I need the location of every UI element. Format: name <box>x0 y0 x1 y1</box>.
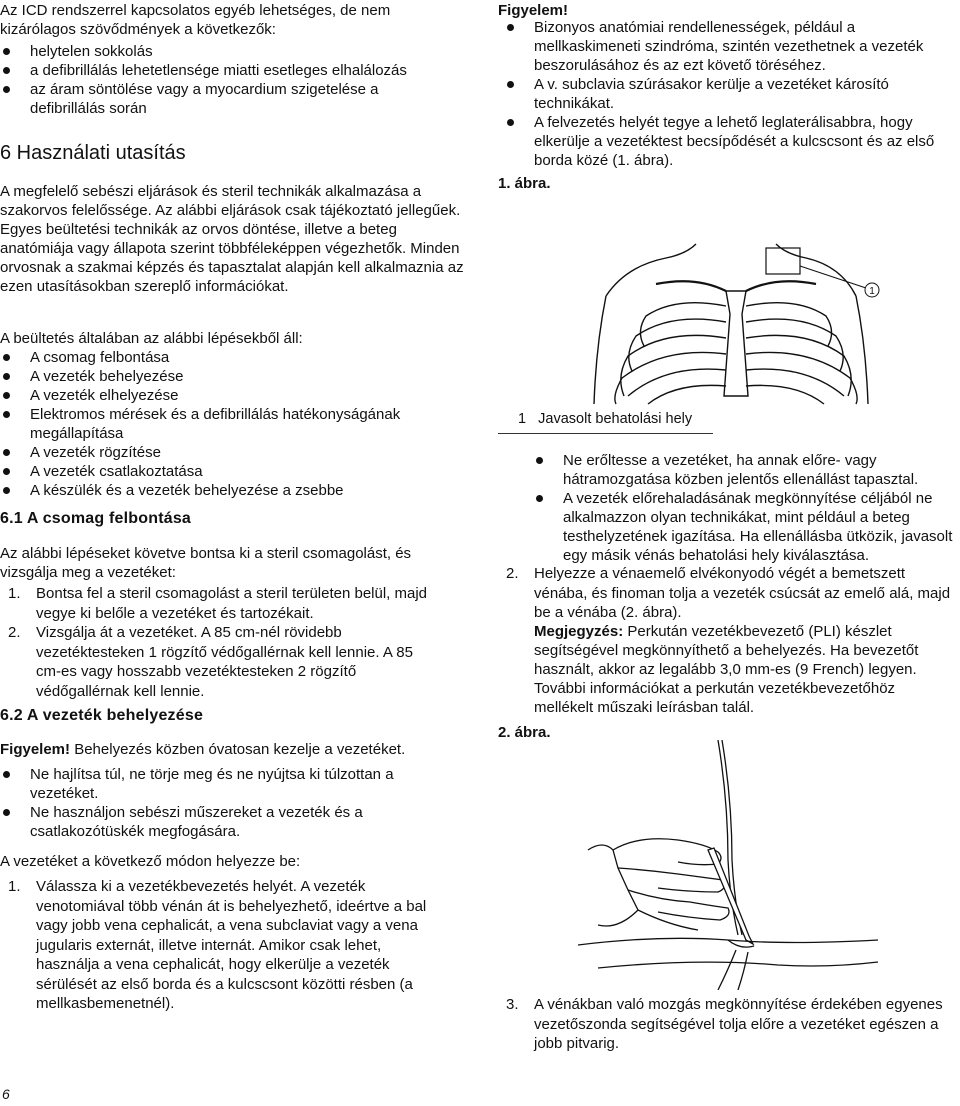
caution-label: Figyelem! <box>0 741 71 758</box>
section-6-2-title: 6.2 A vezeték behelyezése <box>0 707 204 724</box>
list-item: 1. Válassza ki a vezetékbevezetés helyét. A vezeték venotomiával több vénán át is behelyezhető, ideértve a bal vagy jobb vena cephalicát, a vena subclaviat vagy a vena jugularis externát, illetve internát. Amikor csak lehet, használja a vena cephalicát, hogy elkerülje a vezeték sérülését az első borda és a kulcscsont közötti résben (a mellkasbemenetnél). <box>8 878 427 1012</box>
list-item: A v. subclavia szúrásakor kerülje a vezetéket károsító technikákat. <box>504 75 958 113</box>
insert-steps <box>0 877 428 1014</box>
list-item: A vezeték rögzítése <box>0 443 430 462</box>
list-item: a defibrillálás lehetetlensége miatti esetleges elhalálozás <box>0 61 440 80</box>
list-item: Bizonyos anatómiai rendellenességek, például a mellkaskimeneti szindróma, szintén vezethetnek a vezeték beszorulásához és az ezt követő töréséhez. <box>504 18 958 75</box>
caption-divider <box>498 433 713 434</box>
implant-steps-list <box>0 348 430 500</box>
figure-1-label: 1. ábra. <box>498 175 551 192</box>
list-item: Ne erőltesse a vezetéket, ha annak előre- vagy hátramozgatása közben jelentős ellenállást tapasztal. <box>533 451 960 489</box>
note: Megjegyzés: Perkután vezetékbevezető (PLI) készlet segítségével megkönnyíthető a behelyezés. Ha bevezetőt használt, akkor az legalább 3,0 mm-es (9 French) legyen. További információkat a perkután vezetékbevezetőhöz mellékelt műszaki leírásban talál. <box>534 623 919 716</box>
advance-bullets <box>533 451 960 565</box>
figure-1-caption: 1 Javasolt behatolási hely <box>518 411 693 427</box>
list-item: A vezeték csatlakoztatása <box>0 462 430 481</box>
list-item: 3. A vénákban való mozgás megkönnyítése érdekében egyenes vezetőszonda segítségével tolja előre a vezetéket egészen a jobb pitvarig. <box>506 996 943 1052</box>
list-item: A vezeték elhelyezése <box>0 386 430 405</box>
caution-line: Figyelem! Behelyezés közben óvatosan kezelje a vezetéket. <box>0 741 406 758</box>
list-item: A vezeték előrehaladásának megkönnyítése céljából ne alkalmazzon olyan technikákat, mint például a beteg testhelyzetének igazítása. Ha ellenállásba ütközik, javasolt egy másik vénás behatolási hely kiválasztása. <box>533 489 960 565</box>
list-item: A vezeték behelyezése <box>0 367 430 386</box>
insert-intro: A vezetéket a következő módon helyezze be: <box>0 853 301 870</box>
callout-number: 1 <box>869 286 875 297</box>
intro-text: Az ICD rendszerrel kapcsolatos egyéb lehetséges, de nem kizárólagos szövődmények a következők: <box>0 2 391 38</box>
list-item: Ne használjon sebészi műszereket a vezeték és a csatlakozótüskék megfogására. <box>0 803 420 841</box>
list-item: 2. Helyezze a vénaemelő elvékonyodó végét a bemetszett vénába, és finoman tolja a vezeték csúcsát az emelő alá, majd be a vénába (2. ábra). <box>506 565 951 621</box>
list-item: A készülék és a vezeték behelyezése a zsebbe <box>0 481 430 500</box>
section-6-title: 6 Használati utasítás <box>0 142 186 164</box>
list-item: 1. Bontsa fel a steril csomagolást a steril területen belül, majd vegye ki belőle a vezetéket és tartozékait. <box>8 585 428 622</box>
steps-intro: A beültetés általában az alábbi lépésekből áll: <box>0 330 303 347</box>
section-6-1-title: 6.1 A csomag felbontása <box>0 510 192 527</box>
vein-lifter-illustration <box>578 740 878 990</box>
insert-steps-continued <box>498 564 958 623</box>
unpack-steps <box>0 584 440 701</box>
page-number: 6 <box>2 1086 10 1102</box>
caution-label: Figyelem! <box>498 2 569 19</box>
list-item: A csomag felbontása <box>0 348 430 367</box>
insert-steps-3 <box>498 995 960 1054</box>
section-6-1-intro: Az alábbi lépéseket követve bontsa ki a steril csomagolást, és vizsgálja meg a vezetéket: <box>0 545 412 581</box>
caution-bullets <box>0 765 420 841</box>
list-item: az áram söntölése vagy a myocardium szigetelése a defibrillálás során <box>0 80 440 118</box>
list-item: Elektromos mérések és a defibrillálás hatékonyságának megállapítása <box>0 405 430 443</box>
list-item: helytelen sokkolás <box>0 42 440 61</box>
list-item: A felvezetés helyét tegye a lehető leglaterálisabbra, hogy elkerülje a vezetéktest becsípődését a kulcscsont és az első borda közé (1. ábra). <box>504 113 958 170</box>
note-label: Megjegyzés: <box>534 623 624 640</box>
complications-list <box>0 42 440 118</box>
caution-bullets <box>504 18 958 170</box>
section-6-paragraph: A megfelelő sebészi eljárások és steril technikák alkalmazása a szakorvos felelőssége. Az alábbi eljárások csak tájékoztató jellegűek. Egyes beültetési technikák az orvos döntése, illetve a beteg anatómiája vagy állapota szerint többféleképpen végezhetők. Minden orvosnak a szakmai képzés és tapasztalat alapján kell alkalmaznia az ezen utasításokban szereplő információkat. <box>0 183 464 295</box>
figure-2-label: 2. ábra. <box>498 724 551 741</box>
list-item: Ne hajlítsa túl, ne törje meg és ne nyújtsa ki túlzottan a vezetéket. <box>0 765 420 803</box>
ribcage-illustration <box>566 236 906 406</box>
list-item: 2. Vizsgálja át a vezetéket. A 85 cm-nél rövidebb vezetéktesteken 1 rögzítő védőgallérnak kell lennie. A 85 cm-es vagy hosszabb vezetéktesteken 2 rögzítő védőgallérnak kell lennie. <box>8 624 413 700</box>
